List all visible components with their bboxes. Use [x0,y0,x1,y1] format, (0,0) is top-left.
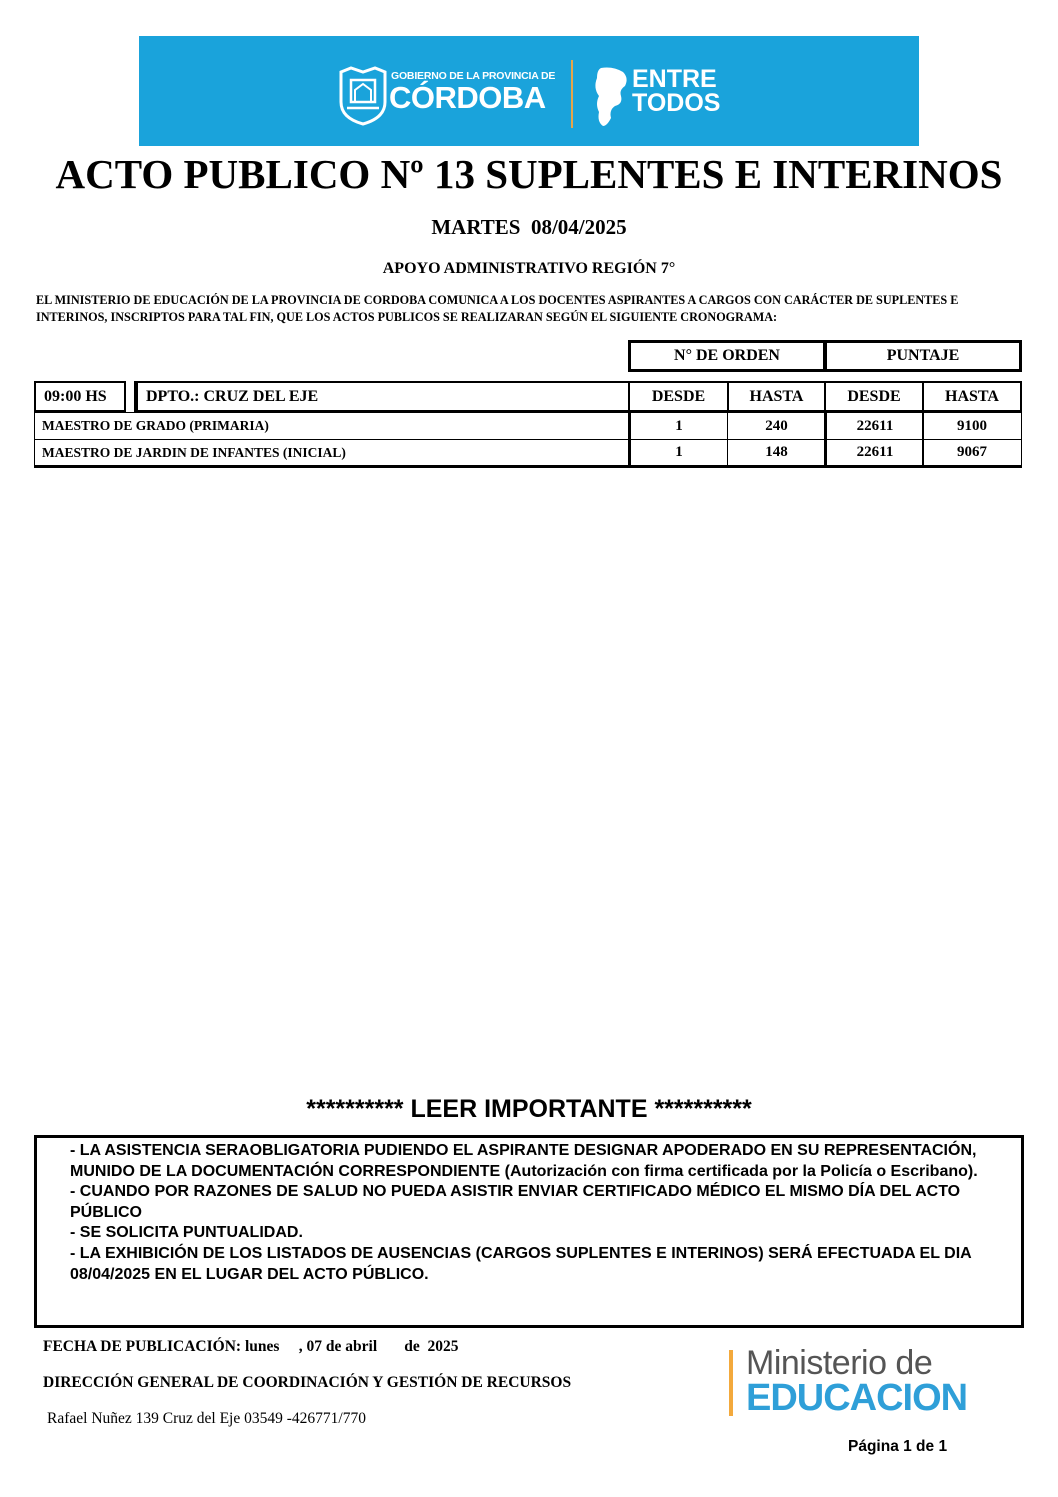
header-banner [139,36,919,146]
department-cell: DPTO.: CRUZ DEL EJE [134,381,630,412]
important-line-1 [70,1141,1020,1182]
table-cell-orden-hasta: 148 [727,439,826,468]
col-orden-hasta: HASTA [727,381,826,412]
important-line-1-main: - LA ASISTENCIA SERAOBLIGATORIA PUDIENDO EL ASPIRANTE DESIGNAR APODERADO EN SU REPRESENTACIÓN, MUNIDO DE LA DOCUMENTACIÓN CORRESPONDIENTE [70,1142,977,1180]
col-puntaje-desde: DESDE [824,381,924,412]
slogan-line-1: ENTRE [632,65,717,93]
table-cell-puntaje-hasta: 9100 [922,412,1022,440]
col-puntaje-hasta: HASTA [922,381,1022,412]
important-line-4: - LA EXHIBICIÓN DE LOS LISTADOS DE AUSENCIAS (CARGOS SUPLENTES E INTERINOS) SERÁ EFECTUADA EL DIA 08/04/2025 EN EL LUGAR DEL ACTO PÚBLICO. [70,1244,972,1283]
group-header-orden: N° DE ORDEN [628,340,826,372]
table-cell-orden-hasta: 240 [727,412,826,440]
table-cell-orden-desde: 1 [628,412,728,440]
important-line-1-note: (Autorización con firma certificada por la Policía o Escribano). [504,1162,978,1180]
table-cell-orden-desde: 1 [628,439,728,468]
page-title: ACTO PUBLICO Nº 13 SUPLENTES E INTERINOS [55,151,1003,197]
slogan-line-2: TODOS [632,89,721,117]
col-orden-desde: DESDE [628,381,729,412]
argentina-map-icon [591,66,631,128]
table-row-cargo: MAESTRO DE GRADO (PRIMARIA) [34,412,630,440]
page-number: Página 1 de 1 [848,1438,948,1455]
table-cell-puntaje-desde: 22611 [824,412,924,440]
gov-label-cordoba: CÓRDOBA [389,80,546,115]
ministerio-logo-bar [729,1350,733,1416]
region-label: APOYO ADMINISTRATIVO REGIÓN 7° [382,260,676,277]
important-heading: ********** LEER IMPORTANTE ********** [306,1095,752,1123]
entre-todos-slogan [632,67,720,115]
ministerio-logo-top: Ministerio de [746,1344,933,1382]
group-header-puntaje: PUNTAJE [824,340,1022,372]
table-row-cargo: MAESTRO DE JARDIN DE INFANTES (INICIAL) [34,439,630,468]
important-line-2: - CUANDO POR RAZONES DE SALUD NO PUEDA ASISTIR ENVIAR CERTIFICADO MÉDICO EL MISMO DÍA DEL ACTO PÚBLICO [70,1183,961,1221]
important-text [70,1141,1020,1285]
table-cell-puntaje-desde: 22611 [824,439,924,468]
ministerio-logo-bottom: EDUCACION [746,1377,968,1419]
banner-divider [571,60,573,128]
important-line-3: - SE SOLICITA PUNTUALIDAD. [70,1224,303,1242]
direccion-label: DIRECCIÓN GENERAL DE COORDINACIÓN Y GESTIÓN DE RECURSOS [43,1374,572,1391]
gov-label-small: GOBIERNO DE LA PROVINCIA DE [391,70,556,82]
time-cell: 09:00 HS [34,381,126,412]
address-line: Rafael Nuñez 139 Cruz del Eje 03549 -426771/770 [47,1410,366,1427]
publication-date: FECHA DE PUBLICACIÓN: lunes , 07 de abril de 2025 [43,1338,459,1355]
intro-paragraph: EL MINISTERIO DE EDUCACIÓN DE LA PROVINCIA DE CORDOBA COMUNICA A LOS DOCENTES ASPIRANTES A CARGOS CON CARÁCTER DE SUPLENTES E INTERINOS, INSCRIPTOS PARA TAL FIN, QUE LOS ACTOS PUBLICOS SE REALIZARAN SEGÚN EL SIGUIENTE CRONOGRAMA: [36,293,959,324]
table-cell-puntaje-hasta: 9067 [922,439,1022,468]
provincial-crest-icon [337,66,389,126]
event-date: MARTES 08/04/2025 [431,215,627,239]
